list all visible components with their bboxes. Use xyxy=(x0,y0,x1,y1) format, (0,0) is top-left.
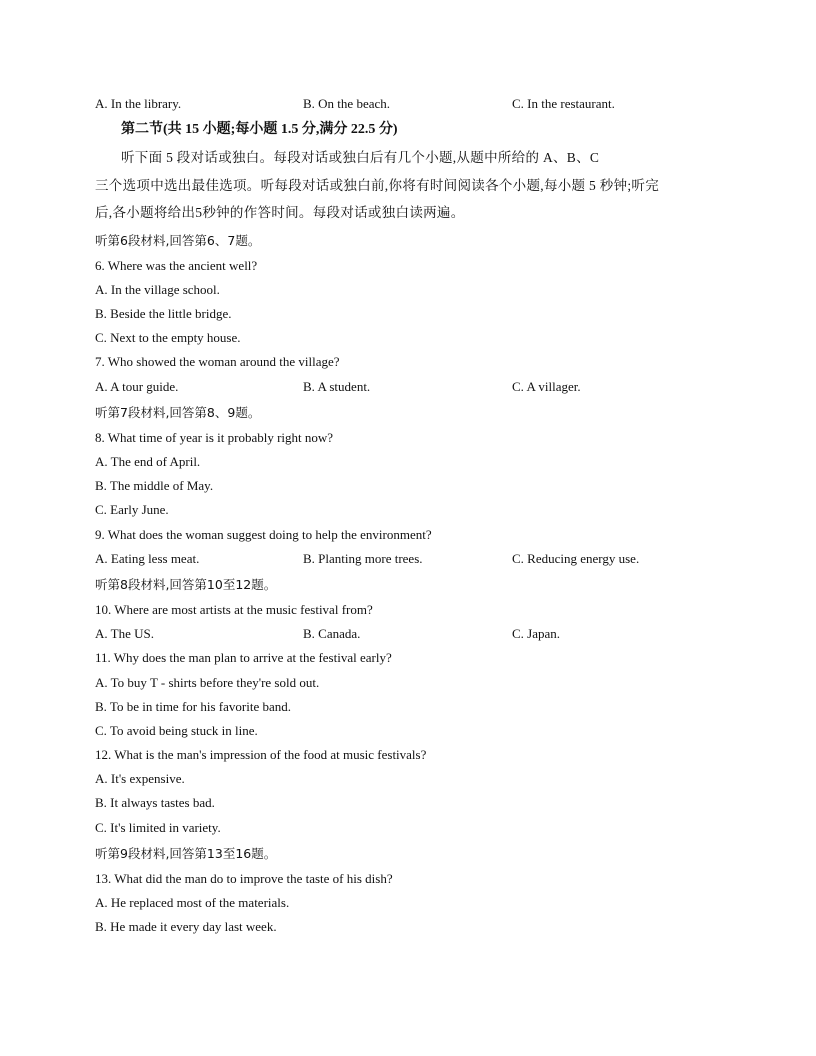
q7-options xyxy=(95,375,735,399)
instructions-line-2: 三个选项中选出最佳选项。听每段对话或独白前,你将有时间阅读各个小题,每小题 5 秒钟;听完 xyxy=(95,177,659,193)
q12-option-c: C. It's limited in variety. xyxy=(95,819,221,835)
q10-option-b: B. Canada. xyxy=(303,626,361,642)
question-12: 12. What is the man's impression of the food at music festivals? xyxy=(95,747,427,763)
q11-option-b: B. To be in time for his favorite band. xyxy=(95,698,291,714)
q7-option-a: A. A tour guide. xyxy=(95,378,179,394)
material-9-heading: 听第9段材料,回答第13至16题。 xyxy=(95,845,277,861)
q6-option-c: C. Next to the empty house. xyxy=(95,330,241,346)
q5-option-c: C. In the restaurant. xyxy=(512,96,615,111)
q5-option-a: A. In the library. xyxy=(95,96,182,111)
q12-option-a: A. It's expensive. xyxy=(95,771,185,787)
q8-option-b: B. The middle of May. xyxy=(95,478,214,494)
question-13: 13. What did the man do to improve the taste of his dish? xyxy=(95,870,393,886)
question-6: 6. Where was the ancient well? xyxy=(95,257,258,273)
q10-options xyxy=(95,622,735,646)
q9-option-c: C. Reducing energy use. xyxy=(512,550,640,566)
q10-option-a: A. The US. xyxy=(95,626,154,642)
q13-option-a: A. He replaced most of the materials. xyxy=(95,895,290,910)
section-title: 第二节(共 15 小题;每小题 1.5 分,满分 22.5 分) xyxy=(121,122,398,138)
exam-page xyxy=(95,92,735,939)
q7-option-b: B. A student. xyxy=(303,378,371,394)
question-7: 7. Who showed the woman around the village? xyxy=(95,354,340,370)
question-9: 9. What does the woman suggest doing to help the environment? xyxy=(95,526,432,542)
material-8-heading: 听第8段材料,回答第10至12题。 xyxy=(95,576,277,592)
material-7-heading: 听第7段材料,回答第8、9题。 xyxy=(95,404,261,420)
q11-option-c: C. To avoid being stuck in line. xyxy=(95,722,258,738)
instructions-line-3: 后,各小题将给出5秒钟的作答时间。每段对话或独白读两遍。 xyxy=(95,205,465,221)
q13-option-b: B. He made it every day last week. xyxy=(95,919,277,935)
question-11: 11. Why does the man plan to arrive at the festival early? xyxy=(95,650,392,666)
q9-option-b: B. Planting more trees. xyxy=(303,550,423,566)
q5-options xyxy=(95,92,735,116)
q6-option-a: A. In the village school. xyxy=(95,281,220,297)
q7-option-c: C. A villager. xyxy=(512,378,581,394)
q8-option-c: C. Early June. xyxy=(95,502,169,518)
q5-option-b: B. On the beach. xyxy=(303,96,391,111)
question-10: 10. Where are most artists at the music festival from? xyxy=(95,601,373,617)
q8-option-a: A. The end of April. xyxy=(95,454,201,469)
q10-option-c: C. Japan. xyxy=(512,626,561,642)
q9-option-a: A. Eating less meat. xyxy=(95,550,200,566)
material-6-heading: 听第6段材料,回答第6、7题。 xyxy=(95,232,261,248)
section-instructions xyxy=(95,144,727,227)
question-8: 8. What time of year is it probably right now? xyxy=(95,429,334,445)
q6-option-b: B. Beside the little bridge. xyxy=(95,306,232,322)
q9-options xyxy=(95,547,735,571)
q11-option-a: A. To buy T - shirts before they're sold out. xyxy=(95,674,320,690)
q12-option-b: B. It always tastes bad. xyxy=(95,795,215,811)
instructions-line-1: 听下面 5 段对话或独白。每段对话或独白后有几个小题,从题中所给的 A、B、C xyxy=(121,150,600,166)
